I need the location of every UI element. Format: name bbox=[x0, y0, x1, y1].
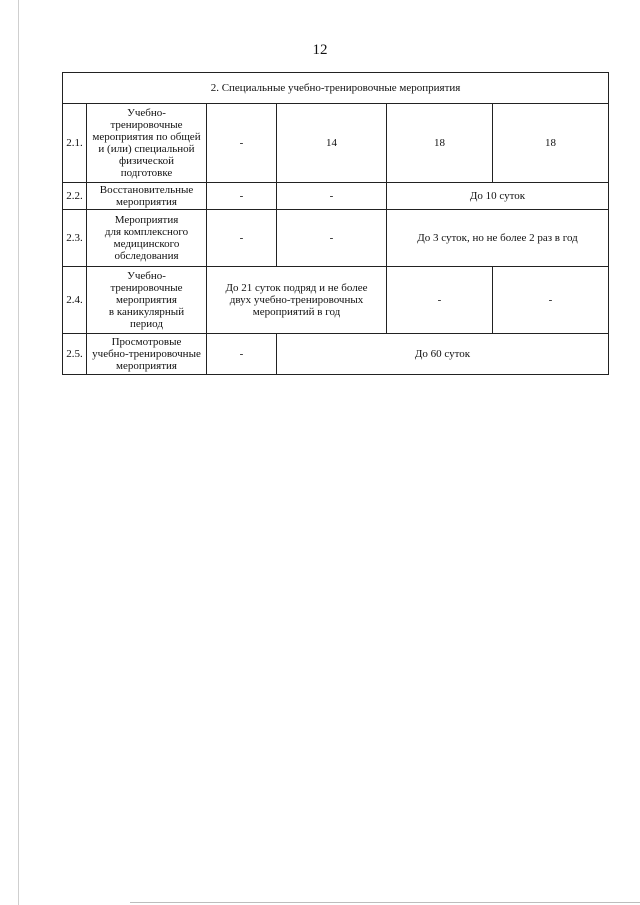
value-cell-merged: До 3 суток, но не более 2 раз в год bbox=[387, 210, 609, 267]
value-cell: 18 bbox=[387, 104, 493, 183]
table-row bbox=[63, 334, 609, 375]
value-cell: - bbox=[387, 267, 493, 334]
section-header-row bbox=[63, 73, 609, 104]
value-cell: - bbox=[277, 210, 387, 267]
table-row bbox=[63, 267, 609, 334]
table-row bbox=[63, 210, 609, 267]
event-name: Восстановительные мероприятия bbox=[87, 183, 207, 210]
event-name: Просмотровые учебно-тренировочные мероприятия bbox=[87, 334, 207, 375]
event-name: Учебно- тренировочные мероприятия по общей и (или) специальной физической подготовке bbox=[87, 104, 207, 183]
table-row bbox=[63, 183, 609, 210]
row-number: 2.4. bbox=[63, 267, 87, 334]
event-name: Мероприятия для комплексного медицинского обследования bbox=[87, 210, 207, 267]
row-number: 2.2. bbox=[63, 183, 87, 210]
scan-left-edge bbox=[18, 0, 19, 905]
scan-bottom-edge bbox=[130, 902, 640, 903]
section-title: 2. Специальные учебно-тренировочные мероприятия bbox=[63, 73, 609, 104]
value-cell: 18 bbox=[493, 104, 609, 183]
value-cell: - bbox=[207, 334, 277, 375]
value-cell-merged: До 10 суток bbox=[387, 183, 609, 210]
value-cell-merged: До 21 суток подряд и не более двух учебно-тренировочных мероприятий в год bbox=[207, 267, 387, 334]
row-number: 2.5. bbox=[63, 334, 87, 375]
row-number: 2.1. bbox=[63, 104, 87, 183]
value-cell: - bbox=[207, 104, 277, 183]
value-cell: - bbox=[277, 183, 387, 210]
page-number: 12 bbox=[312, 42, 328, 58]
value-cell-merged: До 60 суток bbox=[277, 334, 609, 375]
value-cell: - bbox=[207, 183, 277, 210]
value-cell: - bbox=[493, 267, 609, 334]
training-events-table bbox=[62, 72, 609, 375]
value-cell: - bbox=[207, 210, 277, 267]
value-cell: 14 bbox=[277, 104, 387, 183]
table-row bbox=[63, 104, 609, 183]
event-name: Учебно- тренировочные мероприятия в каникулярный период bbox=[87, 267, 207, 334]
row-number: 2.3. bbox=[63, 210, 87, 267]
